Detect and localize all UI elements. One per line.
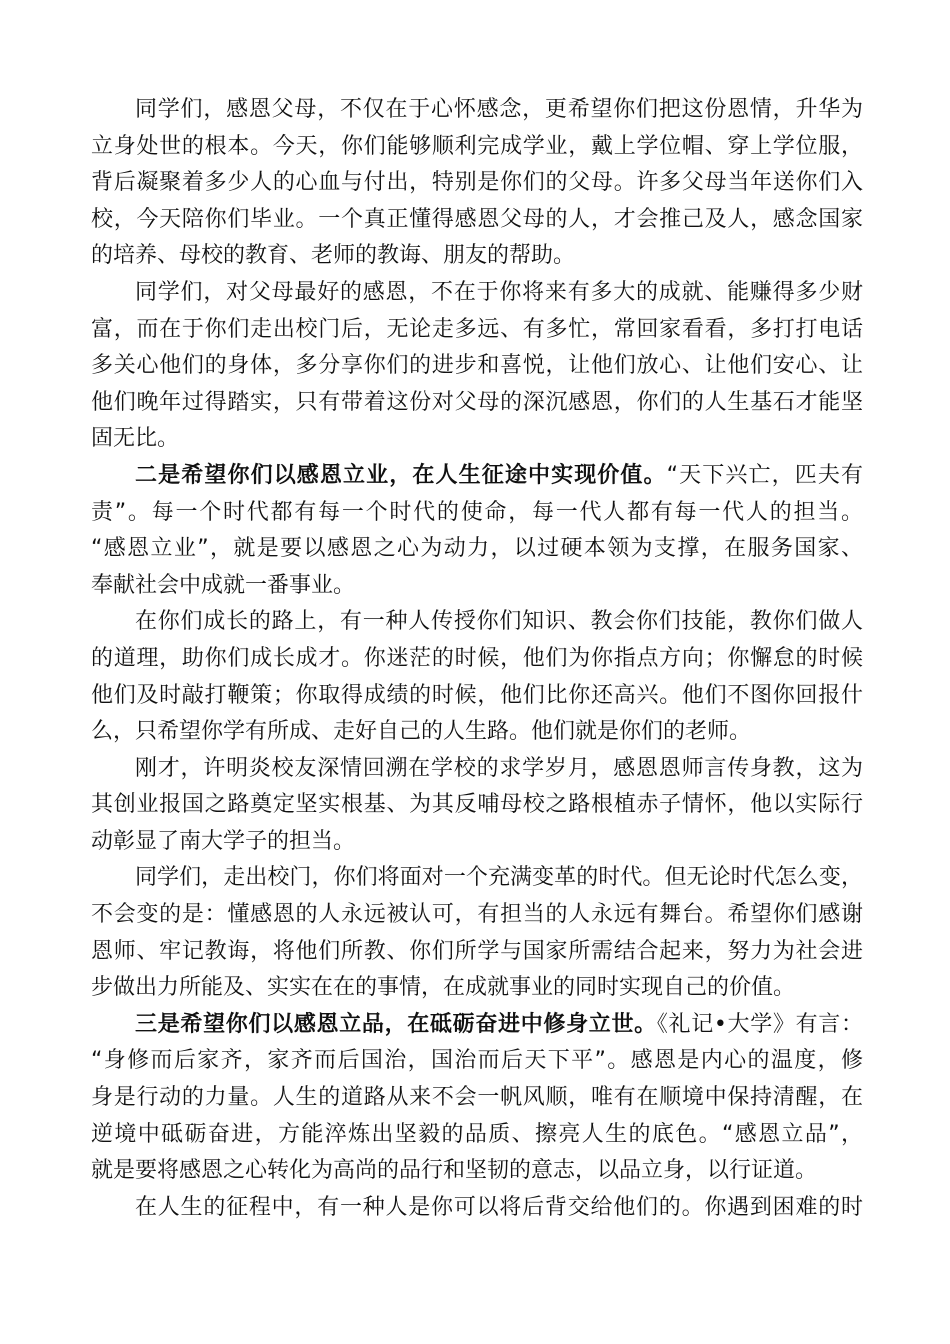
text-line <box>91 568 863 605</box>
text-run: 么，只希望你学有所成、走好自己的人生路。他们就是你们的老师。 <box>91 719 752 745</box>
text-run: 背后凝聚着多少人的心血与付出，特别是你们的父母。许多父母当年送你们入 <box>91 170 863 196</box>
bold-heading-text: 二是希望你们以感恩立业，在人生征途中实现价值。 <box>135 462 667 488</box>
text-line <box>91 751 863 788</box>
text-line <box>91 970 863 1007</box>
paragraph <box>91 1190 863 1227</box>
text-run: 富，而在于你们走出校门后，无论走多远、有多忙，常回家看看，多打打电话 <box>91 316 863 342</box>
paragraph <box>91 860 863 1006</box>
text-run: 责”。每一个时代都有每一个时代的使命，每一代人都有每一代人的担当。 <box>91 499 863 525</box>
text-line <box>91 1153 863 1190</box>
text-line <box>91 385 863 422</box>
text-run: 固无比。 <box>91 426 180 452</box>
text-line <box>91 531 863 568</box>
text-line <box>91 1117 863 1154</box>
paragraph <box>91 604 863 750</box>
paragraph <box>91 92 863 275</box>
text-run: 在人生的征程中，有一种人是你可以将后背交给他们的。你遇到困难的时 <box>135 1194 863 1220</box>
text-line <box>91 238 863 275</box>
text-run: 恩师、牢记教诲，将他们所教、你们所学与国家所需结合起来，努力为社会进 <box>91 938 863 964</box>
text-line <box>91 421 863 458</box>
paragraph <box>91 275 863 458</box>
text-run: 逆境中砥砺奋进，方能淬炼出坚毅的品质、擦亮人生的底色。“感恩立品”， <box>91 1121 863 1147</box>
text-run: 立身处世的根本。今天，你们能够顺利完成学业，戴上学位帽、穿上学位服， <box>91 133 863 159</box>
text-run: 奉献社会中成就一番事业。 <box>91 572 356 598</box>
text-run: “天下兴亡，匹夫有 <box>666 462 863 488</box>
text-run: “感恩立业”，就是要以感恩之心为动力，以过硬本领为支撑，在服务国家、 <box>91 536 863 562</box>
text-run: 动彰显了南大学子的担当。 <box>91 828 356 854</box>
text-run: 刚才，许明炎校友深情回溯在学校的求学岁月，感恩恩师言传身教，这为 <box>135 755 863 781</box>
text-line <box>91 458 863 495</box>
text-line <box>91 275 863 312</box>
text-line <box>91 1007 863 1044</box>
text-run: 不会变的是：懂感恩的人永远被认可，有担当的人永远有舞台。希望你们感谢 <box>91 902 863 928</box>
text-line <box>91 495 863 532</box>
text-line <box>91 604 863 641</box>
text-line <box>91 824 863 861</box>
bold-heading-text: 三是希望你们以感恩立品，在砥砺奋进中修身立世。 <box>135 1011 657 1037</box>
text-run: “身修而后家齐，家齐而后国治，国治而后天下平”。感恩是内心的温度，修 <box>91 1048 863 1074</box>
text-line <box>91 787 863 824</box>
text-line <box>91 641 863 678</box>
text-line <box>91 1043 863 1080</box>
text-line <box>91 897 863 934</box>
text-line <box>91 92 863 129</box>
text-run: 他们晚年过得踏实，只有带着这份对父母的深沉感恩，你们的人生基石才能坚 <box>91 389 863 415</box>
text-line <box>91 1190 863 1227</box>
text-run: 校，今天陪你们毕业。一个真正懂得感恩父母的人，才会推己及人，感念国家 <box>91 206 863 232</box>
text-run: 同学们，对父母最好的感恩，不在于你将来有多大的成就、能赚得多少财 <box>135 279 863 305</box>
text-run: 《礼记•大学》有言： <box>656 1011 863 1037</box>
text-run: 就是要将感恩之心转化为高尚的品行和坚韧的意志，以品立身，以行证道。 <box>91 1158 818 1184</box>
text-line <box>91 129 863 166</box>
text-line <box>91 714 863 751</box>
text-run: 同学们，感恩父母，不仅在于心怀感念，更希望你们把这份恩情，升华为 <box>135 97 863 122</box>
text-run: 他们及时敲打鞭策；你取得成绩的时候，他们比你还高兴。他们不图你回报什 <box>91 682 863 708</box>
text-line <box>91 934 863 971</box>
text-run: 的培养、母校的教育、老师的教诲、朋友的帮助。 <box>91 243 576 269</box>
document-body <box>91 92 863 1226</box>
text-run: 步做出力所能及、实实在在的事情，在成就事业的同时实现自己的价值。 <box>91 975 796 1001</box>
text-line <box>91 678 863 715</box>
text-run: 其创业报国之路奠定坚实根基、为其反哺母校之路根植赤子情怀，他以实际行 <box>91 792 863 818</box>
text-run: 的道理，助你们成长成才。你迷茫的时候，他们为你指点方向；你懈怠的时候 <box>91 645 863 671</box>
paragraph <box>91 1007 863 1190</box>
paragraph <box>91 458 863 604</box>
text-line <box>91 312 863 349</box>
text-run: 身是行动的力量。人生的道路从来不会一帆风顺，唯有在顺境中保持清醒，在 <box>91 1085 863 1111</box>
text-run: 在你们成长的路上，有一种人传授你们知识、教会你们技能，教你们做人 <box>135 609 863 635</box>
text-line <box>91 202 863 239</box>
text-run: 多关心他们的身体，多分享你们的进步和喜悦，让他们放心、让他们安心、让 <box>91 353 863 379</box>
paragraph <box>91 751 863 861</box>
text-line <box>91 860 863 897</box>
text-line <box>91 348 863 385</box>
text-run: 同学们，走出校门，你们将面对一个充满变革的时代。但无论时代怎么变， <box>135 865 863 891</box>
text-line <box>91 1080 863 1117</box>
text-line <box>91 165 863 202</box>
